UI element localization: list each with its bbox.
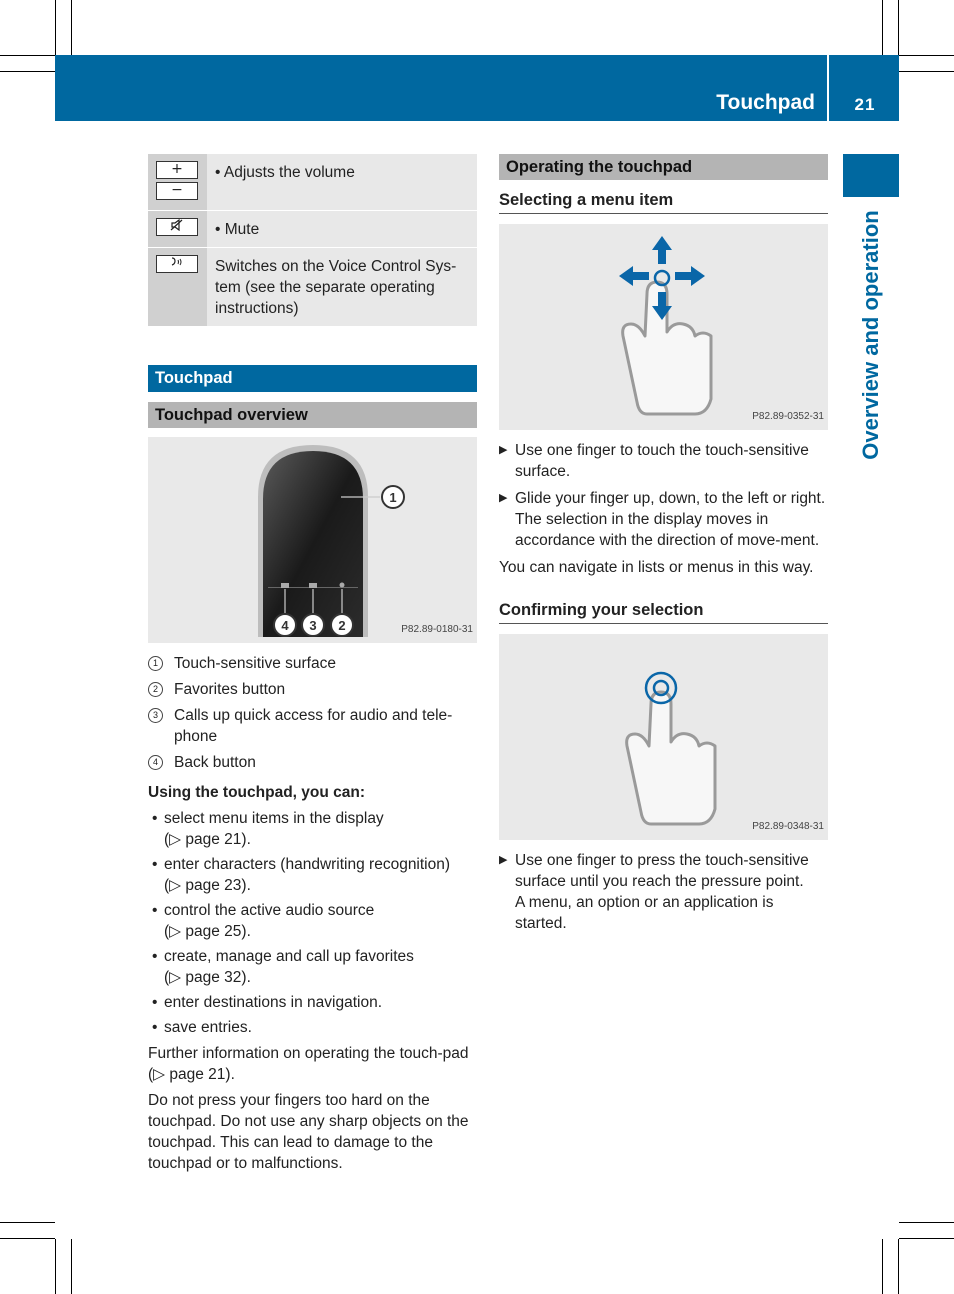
further-info: Further information on operating the touch-pad (▷ page 21). [148, 1045, 469, 1083]
confirming-steps [499, 850, 828, 934]
button-table [148, 153, 477, 327]
crop-mark [898, 1239, 899, 1294]
page-reference[interactable]: (▷ page 25). [164, 923, 251, 940]
step-result: The selection in the display moves in accordance with the direction of move-ment. [515, 511, 820, 549]
crop-mark [71, 1239, 72, 1294]
svg-text:4: 4 [281, 618, 289, 633]
confirming-gesture-figure [499, 634, 828, 840]
bullet-text: enter destinations in navigation. [164, 994, 383, 1011]
crop-mark [55, 0, 56, 55]
page-reference[interactable]: (▷ page 23). [164, 877, 251, 894]
touchpad-overview-figure [148, 437, 477, 643]
navigate-note: You can navigate in lists or menus in this way. [499, 559, 814, 576]
step-text: Use one finger to touch the touch-sensitive surface. [515, 442, 809, 480]
legend-text: Touch-sensitive surface [174, 655, 336, 672]
selecting-gesture-figure [499, 224, 828, 430]
crop-mark [882, 0, 883, 55]
svg-text:2: 2 [338, 618, 346, 633]
crop-mark [0, 1238, 55, 1239]
warning-note: Do not press your fingers too hard on the touchpad. Do not use any sharp objects on the touchpad. This can lead to damage to the touchpad or to malfunctions. [148, 1092, 469, 1172]
legend-number: 2 [148, 682, 163, 697]
figure-code: P82.89-0180-31 [401, 624, 473, 635]
confirming-heading: Confirming your selection [499, 600, 828, 624]
svg-text:3: 3 [309, 618, 317, 633]
crop-mark [0, 55, 55, 56]
crop-mark [0, 71, 55, 72]
legend-list [148, 653, 477, 773]
table-row [148, 154, 477, 210]
crop-mark [882, 1239, 883, 1294]
page-header [55, 55, 899, 121]
figure-code: P82.89-0352-31 [752, 411, 824, 422]
bullet-text: save entries. [164, 1019, 252, 1036]
crop-mark [55, 1239, 56, 1294]
crop-mark [899, 71, 954, 72]
legend-item [148, 653, 477, 674]
bullet-text: select menu items in the display [164, 810, 384, 827]
legend-number: 1 [148, 656, 163, 671]
step-text: Glide your finger up, down, to the left or right. [515, 490, 826, 507]
section-title-touchpad: Touchpad [148, 365, 477, 392]
legend-text: Calls up quick access for audio and tele-phone [174, 707, 453, 745]
key-cell [148, 154, 207, 210]
legend-item [148, 752, 477, 773]
list-item: • enter destinations in navigation. [152, 994, 383, 1011]
using-heading: Using the touchpad, you can: [148, 784, 366, 801]
step-result: A menu, an option or an application is started. [515, 894, 774, 932]
page-reference[interactable]: (▷ page 21). [164, 831, 251, 848]
list-item: • control the active audio source (▷ page 25). [152, 902, 375, 940]
header-divider [827, 55, 829, 121]
bullet-text: create, manage and call up favorites [164, 948, 414, 965]
list-item: • create, manage and call up favorites (▷ page 32). [152, 948, 414, 986]
list-item: • save entries. [152, 1019, 252, 1036]
volume-minus-icon: − [156, 182, 198, 200]
crop-mark [0, 1222, 55, 1223]
volume-plus-icon: + [156, 161, 198, 179]
step-text: Use one finger to press the touch-sensitive surface until you reach the pressure point. [515, 852, 809, 890]
step-arrow-icon: ▶ [499, 854, 508, 866]
mute-icon [156, 218, 198, 236]
instruction-step [499, 488, 828, 551]
crop-mark [71, 0, 72, 55]
svg-text:1: 1 [389, 490, 397, 505]
section-title-operating: Operating the touchpad [499, 154, 828, 180]
page-number: 21 [854, 95, 876, 114]
bullet-list [148, 808, 477, 1038]
page-reference[interactable]: (▷ page 32). [164, 969, 251, 986]
left-column [148, 154, 477, 1179]
list-item: • select menu items in the display (▷ page 21). [152, 810, 384, 848]
table-cell-text: • Mute [207, 211, 477, 247]
selecting-steps [499, 440, 828, 551]
table-row [148, 248, 477, 326]
table-cell-text: • Adjusts the volume [207, 154, 477, 210]
legend-text: Favorites button [174, 681, 286, 698]
selecting-heading: Selecting a menu item [499, 190, 828, 214]
crop-mark [899, 1238, 954, 1239]
side-chapter-text: Overview and operation [858, 210, 883, 460]
legend-item [148, 679, 477, 700]
list-item: • enter characters (handwriting recognition) (▷ page 23). [152, 856, 451, 894]
instruction-step [499, 850, 828, 934]
table-cell-text: Switches on the Voice Control Sys-tem (see the separate operating instructions) [207, 248, 477, 326]
header-title: Touchpad [716, 91, 815, 114]
legend-item [148, 705, 477, 747]
legend-number: 4 [148, 755, 163, 770]
key-cell [148, 211, 207, 247]
step-arrow-icon: ▶ [499, 444, 508, 456]
figure-code: P82.89-0348-31 [752, 821, 824, 832]
table-row [148, 211, 477, 247]
right-column [499, 154, 828, 940]
instruction-step [499, 440, 828, 482]
side-tab [843, 154, 899, 197]
subsection-title-overview: Touchpad overview [148, 402, 477, 428]
crop-mark [899, 1222, 954, 1223]
side-chapter-label [856, 200, 886, 470]
legend-number: 3 [148, 708, 163, 723]
bullet-text: control the active audio source [164, 902, 375, 919]
key-cell [148, 248, 207, 326]
crop-mark [898, 0, 899, 55]
crop-mark [899, 55, 954, 56]
voice-control-icon [156, 255, 198, 273]
bullet-text: enter characters (handwriting recognition) [164, 856, 451, 873]
step-arrow-icon: ▶ [499, 492, 508, 504]
legend-text: Back button [174, 754, 256, 771]
